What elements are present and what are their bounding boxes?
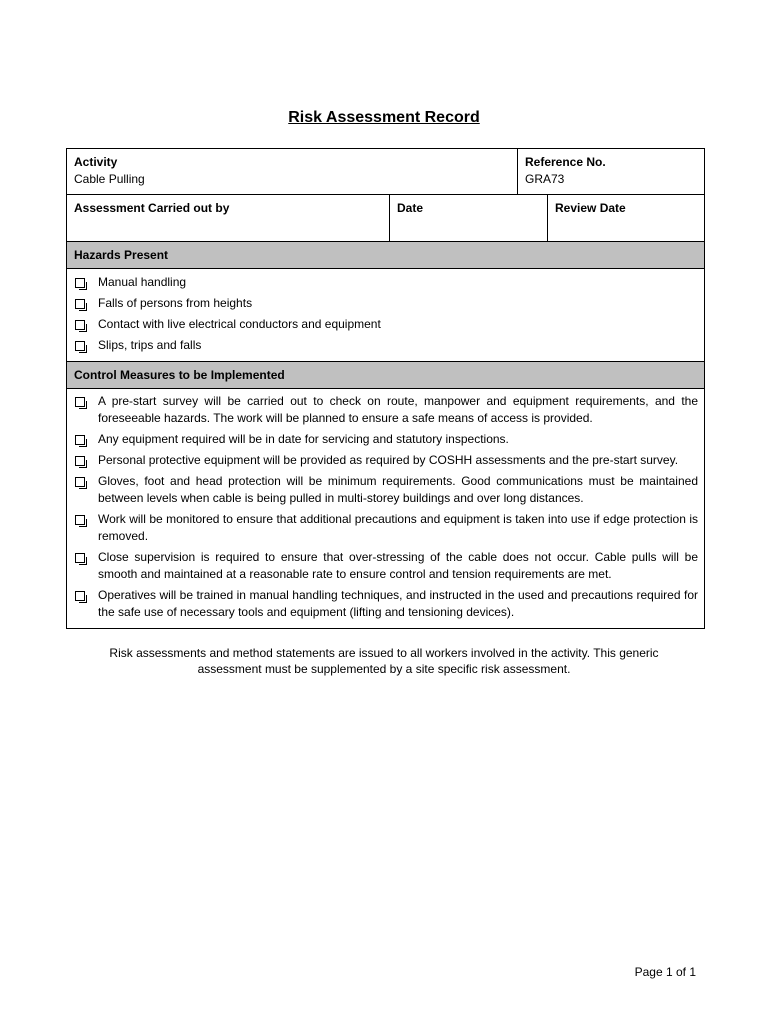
checkbox-icon[interactable] [75, 341, 85, 351]
control-item: Work will be monitored to ensure that additional precautions and equipment is taken into use if edge protection is removed. [74, 511, 698, 545]
control-item: Gloves, foot and head protection will be minimum requirements. Good communications must be maintained between levels when cable is being pulled in multi-storey buildings and over long distances. [74, 473, 698, 507]
hazard-item: Slips, trips and falls [74, 337, 698, 354]
carried-out-by-cell [67, 195, 389, 241]
checkbox-icon[interactable] [75, 278, 85, 288]
hazard-item: Falls of persons from heights [74, 295, 698, 312]
hazard-item: Manual handling [74, 274, 698, 291]
activity-label: Activity [74, 155, 118, 169]
page-number: Page 1 of 1 [634, 965, 696, 979]
carried-out-by-label: Assessment Carried out by [74, 201, 230, 215]
hazards-list [67, 269, 704, 361]
footer-note: Risk assessments and method statements are issued to all workers involved in the activity. This generic assessment must be supplemented by a site specific risk assessment. [109, 646, 659, 676]
activity-cell [67, 149, 517, 194]
checkbox-icon[interactable] [75, 435, 85, 445]
checkbox-icon[interactable] [75, 591, 85, 601]
page-title: Risk Assessment Record [288, 109, 480, 126]
activity-row [67, 148, 704, 194]
checkbox-icon[interactable] [75, 320, 85, 330]
activity-value: Cable Pulling [74, 172, 145, 186]
reference-label: Reference No. [525, 155, 606, 169]
reference-value: GRA73 [525, 172, 565, 186]
risk-assessment-form [66, 148, 705, 629]
review-date-cell [547, 195, 704, 241]
checkbox-icon[interactable] [75, 456, 85, 466]
checkbox-icon[interactable] [75, 299, 85, 309]
review-date-label: Review Date [555, 201, 626, 215]
control-item: Any equipment required will be in date for servicing and statutory inspections. [74, 431, 698, 448]
control-item: Operatives will be trained in manual handling techniques, and instructed in the used and precautions required for the safe use of necessary tools and equipment (lifting and tensioning devices). [74, 587, 698, 621]
hazard-item: Contact with live electrical conductors and equipment [74, 316, 698, 333]
reference-cell [517, 149, 704, 194]
assessment-row [67, 194, 704, 241]
control-item: Personal protective equipment will be provided as required by COSHH assessments and the pre-start survey. [74, 452, 698, 469]
control-item: Close supervision is required to ensure that over-stressing of the cable does not occur. Cable pulls will be smooth and maintained at a reasonable rate to ensure control and tension requirements are met. [74, 549, 698, 583]
checkbox-icon[interactable] [75, 553, 85, 563]
date-label: Date [397, 201, 424, 215]
checkbox-icon[interactable] [75, 515, 85, 525]
controls-heading: Control Measures to be Implemented [67, 361, 704, 389]
checkbox-icon[interactable] [75, 397, 85, 407]
date-cell [389, 195, 547, 241]
checkbox-icon[interactable] [75, 477, 85, 487]
hazards-heading: Hazards Present [67, 241, 704, 269]
control-item: A pre-start survey will be carried out to check on route, manpower and equipment requirements, and the foreseeable hazards. The work will be planned to ensure a safe means of access is provided. [74, 393, 698, 427]
controls-list [67, 389, 704, 628]
